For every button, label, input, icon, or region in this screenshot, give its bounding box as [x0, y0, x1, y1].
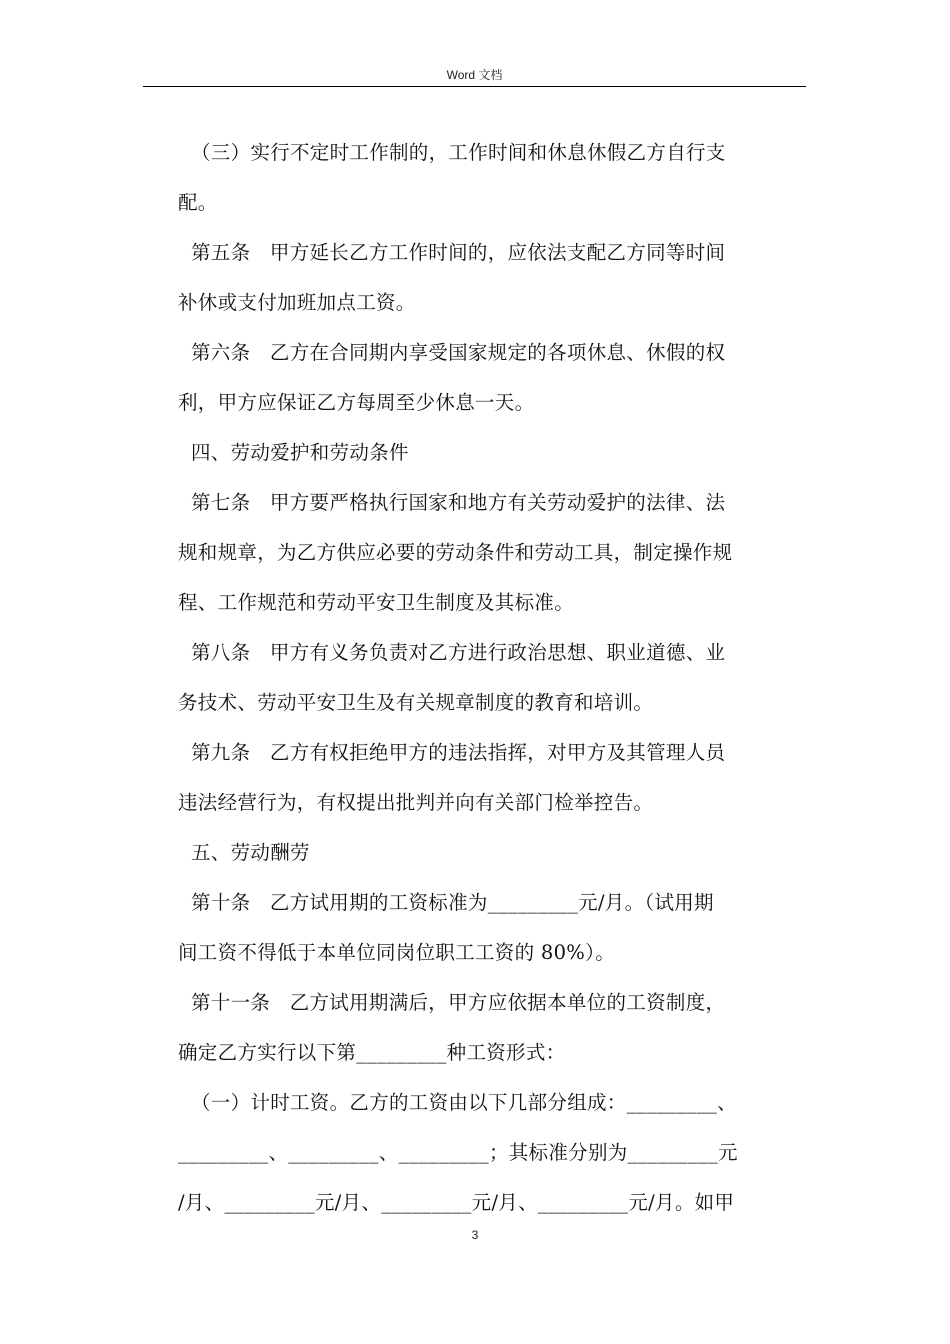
text-line: 利，甲方应保证乙方每周至少休息一天。 [178, 391, 535, 414]
text-line: （一）计时工资。乙方的工资由以下几部分组成：_________、 [178, 1091, 737, 1114]
text-line: 违法经营行为，有权提出批判并向有关部门检举控告。 [178, 791, 654, 814]
text-line: 第十条 乙方试用期的工资标准为_________元/月。（试用期 [178, 891, 714, 914]
section-heading: 四、劳动爱护和劳动条件 [178, 441, 409, 464]
text-line: 间工资不得低于本单位同岗位职工工资的 80%）。 [178, 941, 615, 964]
text-line: 配。 [178, 191, 218, 214]
document-body [178, 128, 800, 1228]
text-line: 务技术、劳动平安卫生及有关规章制度的教育和培训。 [178, 691, 654, 714]
page-header: Word 文档 [446, 68, 503, 82]
text-line: 第八条 甲方有义务负责对乙方进行政治思想、职业道德、业 [178, 641, 726, 664]
text-line: /月、_________元/月、_________元/月、_________元/月。如甲 [178, 1191, 735, 1214]
text-line: 第六条 乙方在合同期内享受国家规定的各项休息、休假的权 [178, 341, 726, 364]
text-line: _________、_________、_________；其标准分别为_________元 [178, 1141, 738, 1164]
text-line: 规和规章，为乙方供应必要的劳动条件和劳动工具，制定操作规 [178, 541, 733, 564]
text-line: 程、工作规范和劳动平安卫生制度及其标准。 [178, 591, 575, 614]
text-line: 第十一条 乙方试用期满后，甲方应依据本单位的工资制度， [178, 991, 726, 1014]
text-line: 第五条 甲方延长乙方工作时间的，应依法支配乙方同等时间 [178, 241, 726, 264]
header-divider [143, 86, 806, 87]
text-line: 补休或支付加班加点工资。 [178, 291, 416, 314]
text-line: （三）实行不定时工作制的，工作时间和休息休假乙方自行支 [178, 141, 726, 164]
page-number: 3 [471, 1228, 479, 1242]
text-line: 确定乙方实行以下第_________种工资形式： [178, 1041, 566, 1064]
section-heading: 五、劳动酬劳 [178, 841, 310, 864]
text-line: 第九条 乙方有权拒绝甲方的违法指挥，对甲方及其管理人员 [178, 741, 726, 764]
text-line: 第七条 甲方要严格执行国家和地方有关劳动爱护的法律、法 [178, 491, 726, 514]
